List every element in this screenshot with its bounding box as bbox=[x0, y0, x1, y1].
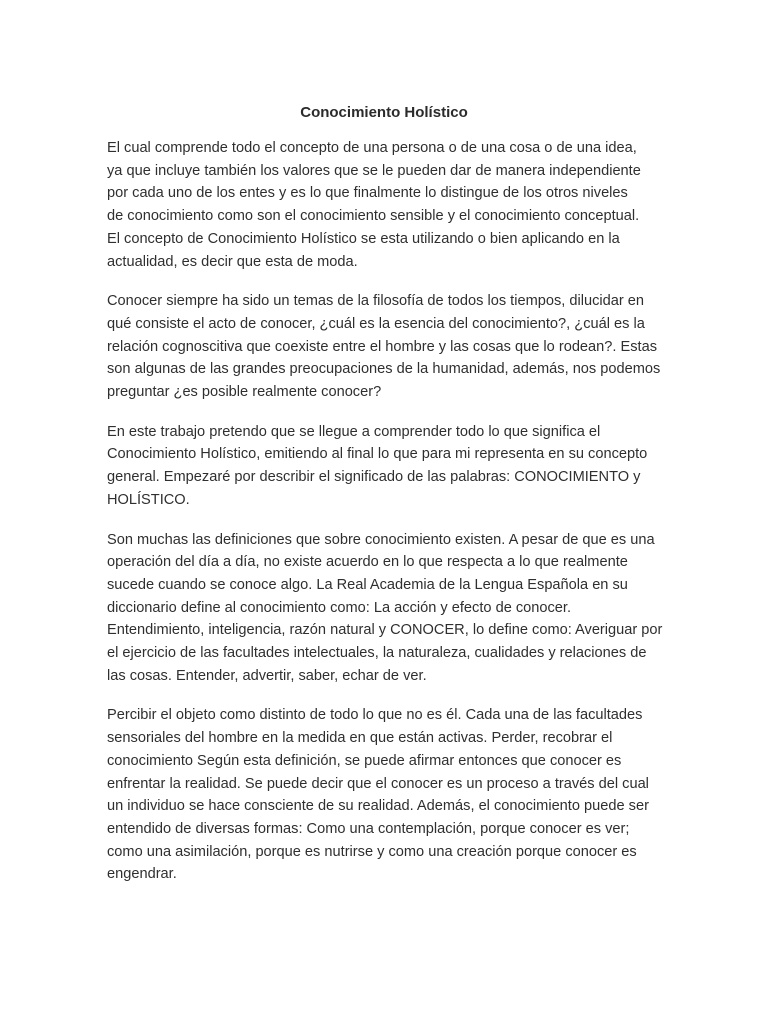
paragraph-line: por cada uno de los entes y es lo que finalmente lo distingue de los otros niveles bbox=[107, 185, 628, 202]
paragraph-line: como una asimilación, porque es nutrirse y como una creación porque conocer es bbox=[107, 843, 637, 860]
paragraph-5 bbox=[107, 704, 667, 886]
paragraph-line: relación cognoscitiva que coexiste entre el hombre y las cosas que lo rodean?. Estas bbox=[107, 338, 658, 355]
paragraph-line: qué consiste el acto de conocer, ¿cuál es la esencia del conocimiento?, ¿cuál es la bbox=[107, 315, 645, 332]
paragraph-line: el ejercicio de las facultades intelectuales, la naturaleza, cualidades y relaciones de bbox=[107, 645, 647, 662]
paragraph-line: son algunas de las grandes preocupaciones de la humanidad, además, nos podemos bbox=[107, 361, 661, 378]
paragraph-line: El cual comprende todo el concepto de una persona o de una cosa o de una idea, bbox=[107, 140, 637, 156]
paragraph-2 bbox=[107, 290, 667, 404]
paragraph-line: sensoriales del hombre en la medida en que están activas. Perder, recobrar el bbox=[107, 730, 613, 747]
paragraph-3 bbox=[107, 421, 667, 512]
paragraph-line: En este trabajo pretendo que se llegue a comprender todo lo que significa el bbox=[107, 423, 601, 440]
paragraph-line: conocimiento Según esta definición, se puede afirmar entonces que conocer es bbox=[107, 752, 622, 769]
paragraph-4 bbox=[107, 529, 667, 688]
paragraph-line: las cosas. Entender, advertir, saber, echar de ver. bbox=[107, 667, 427, 684]
paragraph-line: Son muchas las definiciones que sobre conocimiento existen. A pesar de que es una bbox=[107, 531, 655, 548]
paragraph-line: un individuo se hace consciente de su realidad. Además, el conocimiento puede ser bbox=[107, 798, 649, 815]
paragraph-line: ya que incluye también los valores que se le pueden dar de manera independiente bbox=[107, 162, 641, 179]
paragraph-line: enfrentar la realidad. Se puede decir que el conocer es un proceso a través del cual bbox=[107, 775, 649, 792]
paragraph-line: preguntar ¿es posible realmente conocer? bbox=[107, 384, 382, 401]
paragraph-line: Percibir el objeto como distinto de todo lo que no es él. Cada una de las facultades bbox=[107, 707, 643, 724]
paragraph-line: Conocer siempre ha sido un temas de la filosofía de todos los tiempos, dilucidar en bbox=[107, 293, 645, 310]
paragraph-line: El concepto de Conocimiento Holístico se esta utilizando o bien aplicando en la bbox=[107, 230, 620, 247]
paragraph-line: actualidad, es decir que esta de moda. bbox=[107, 253, 358, 270]
paragraph-line: engendrar. bbox=[107, 866, 177, 883]
paragraph-line: general. Empezaré por describir el significado de las palabras: CONOCIMIENTO y bbox=[107, 469, 641, 486]
paragraph-line: de conocimiento como son el conocimiento sensible y el conocimiento conceptual. bbox=[107, 208, 640, 225]
paragraph-1 bbox=[107, 137, 667, 273]
document-body bbox=[107, 137, 667, 903]
paragraph-line: HOLÍSTICO. bbox=[107, 491, 190, 508]
paragraph-line: entendido de diversas formas: Como una contemplación, porque conocer es ver; bbox=[107, 820, 630, 837]
paragraph-line: diccionario define al conocimiento como: La acción y efecto de conocer. bbox=[107, 599, 572, 616]
document-title: Conocimiento Holístico bbox=[300, 104, 468, 121]
paragraph-line: Entendimiento, inteligencia, razón natural y CONOCER, lo define como: Averiguar por bbox=[107, 622, 663, 639]
paragraph-line: operación del día a día, no existe acuerdo en lo que respecta a lo que realmente bbox=[107, 554, 628, 571]
paragraph-line: sucede cuando se conoce algo. La Real Academia de la Lengua Española en su bbox=[107, 576, 628, 593]
paragraph-line: Conocimiento Holístico, emitiendo al final lo que para mi representa en su concepto bbox=[107, 446, 648, 463]
